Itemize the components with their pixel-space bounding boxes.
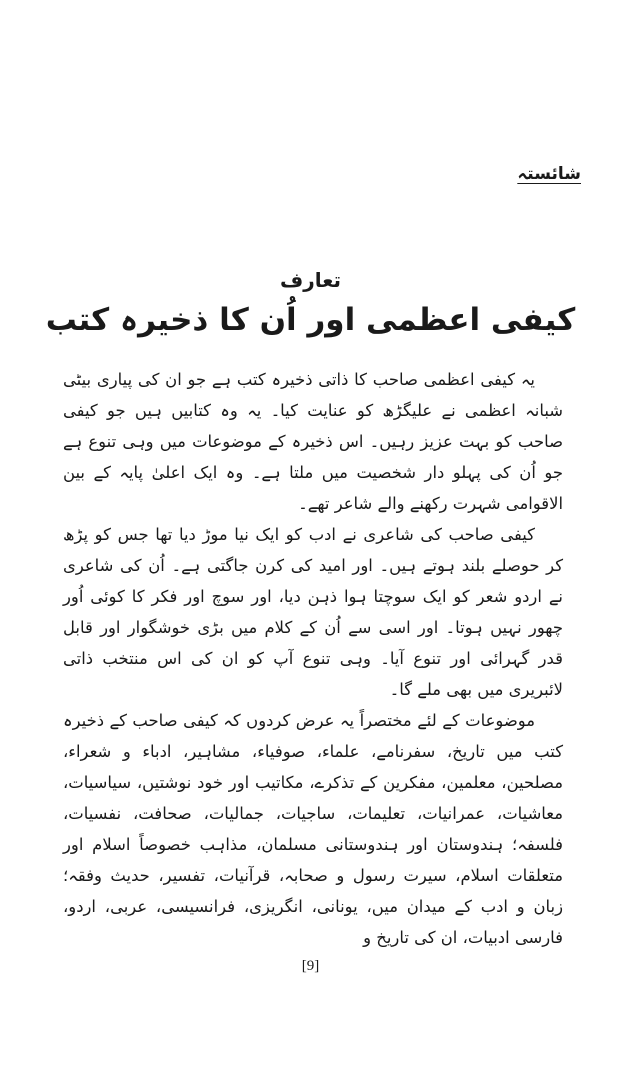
page-number: [9]	[301, 958, 320, 974]
author-name: شائستہ	[517, 164, 581, 184]
paragraph-1: یہ کیفی اعظمی صاحب کا ذاتی ذخیرہ کتب ہے جو ان کی پیاری بیٹی شبانہ اعظمی نے علیگڑھ کو عنایت کیا۔ یہ وہ کتابیں ہیں جو کیفی صاحب کو بہت عزیز رہیں۔ اس ذخیرہ کے موضوعات میں وہی تنوع ہے جو اُن کی پہلو دار شخصیت میں ملتا ہے۔ وہ ایک اعلیٰ پایہ کے بین الاقوامی شہرت رکھنے والے شاعر تھے۔	[63, 370, 563, 513]
paragraph-2: کیفی صاحب کی شاعری نے ادب کو ایک نیا موڑ دیا تھا جس کو پڑھ کر حوصلے بلند ہوتے ہیں۔ اور امید کی کرن جاگتی ہے۔ اُن کی شاعری نے اردو شعر کو ایک سوچتا ہوا ذہن دیا، اور سوچ اور فکر کا کوئی اُور چھور نہیں ہوتا۔ اور اسی سے اُن کے کلام میں بڑی خوشگوار اور قابل قدر گہرائی اور تنوع آیا۔ وہی تنوع آپ کو ان کی اس منتخب ذاتی لائبریری میں بھی ملے گا۔	[63, 525, 563, 699]
article-title: کیفی اعظمی اور اُن کا ذخیرہ کتب	[45, 302, 576, 338]
section-label: تعارف	[279, 268, 342, 292]
paragraph-3: موضوعات کے لئے مختصراً یہ عرض کردوں کہ کیفی صاحب کے ذخیرہ کتب میں تاریخ، سفرنامے، علماء، صوفیاء، مشاہیر، ادباء و شعراء، مصلحین، معلمین، مفکرین کے تذکرے، مکاتیب اور خود نوشتیں، سیاسیات، معاشیات، عمرانیات، تعلیمات، ساجیات، جمالیات، صحافت، نفسیات، فلسفہ؛ ہندوستان اور ہندوستانی مسلمان، مذاہب خصوصاً اسلام اور متعلقات اسلام، سیرت رسول و صحابہ، قرآنیات، تفسیر، حدیث وفقہ؛ زبان و ادب کے میدان میں، یونانی، انگریزی، فرانسیسی، عربی، اردو، فارسی ادبیات، ان کی تاریخ و	[63, 711, 563, 947]
article-body	[63, 364, 563, 953]
